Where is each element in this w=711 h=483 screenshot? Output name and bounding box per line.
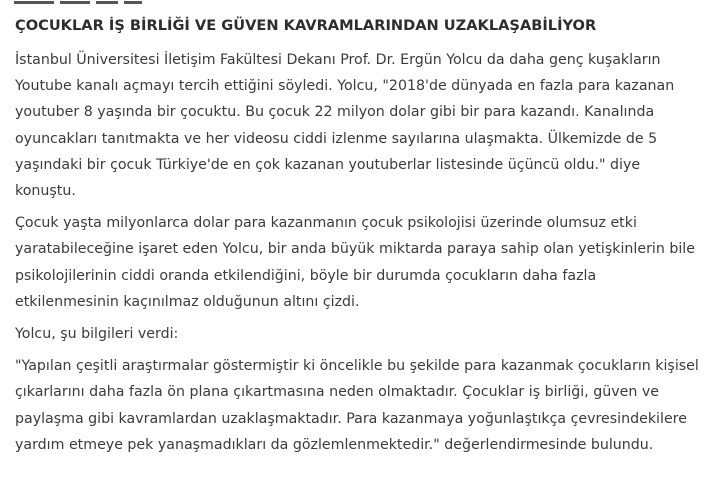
paragraph-3: Yolcu, şu bilgileri verdi: <box>15 326 179 343</box>
section-heading: ÇOCUKLAR İŞ BİRLİĞİ VE GÜVEN KAVRAMLARINDAN UZAKLAŞABİLİYOR <box>15 17 597 34</box>
paragraph-1: İstanbul Üniversitesi İletişim Fakültesi Dekanı Prof. Dr. Ergün Yolcu da daha genç kuşakların Youtube kanalı açmayı tercih ettiğini söyledi. Yolcu, "2018'de dünyada en fazla para kazanan youtuber 8 yaşında bir çocuktu. Bu çocuk 22 milyon dolar gibi bir para kazandı. Kanalında oyuncakları tanıtmakta ve her videosu ciddi izlenme sayılarına ulaşmakta. Ülkemizde de 5 yaşındaki bir çocuk Türkiye'de en çok kazanan youtuberlar listesinde üçüncü oldu." diye konuştu. <box>15 52 675 200</box>
cropped-previous-line <box>14 0 274 4</box>
paragraph-4-quote: "Yapılan çeşitli araştırmalar göstermiştir ki öncelikle bu şekilde para kazanmak çocukların kişisel çıkarlarını daha fazla ön plana çıkartmasına neden olmaktadır. Çocuklar iş birliği, güven ve paylaşma gibi kavramlardan uzaklaşmaktadır. Para kazanmaya yoğunlaştıkça çevresindekilere yardım etmeye pek yanaşmadıkları da gözlemlenmektedir." değerlendirmesinde bulundu. <box>15 358 699 453</box>
paragraph-2: Çocuk yaşta milyonlarca dolar para kazanmanın çocuk psikolojisi üzerinde olumsuz etki yaratabileceğine işaret eden Yolcu, bir anda büyük miktarda paraya sahip olan yetişkinlerin bile psikolojilerinin ciddi oranda etkilendiğini, böyle bir durumda çocukların daha fazla etkilenmesinin kaçınılmaz olduğunun altını çizdi. <box>15 215 695 310</box>
article-body <box>15 13 701 464</box>
